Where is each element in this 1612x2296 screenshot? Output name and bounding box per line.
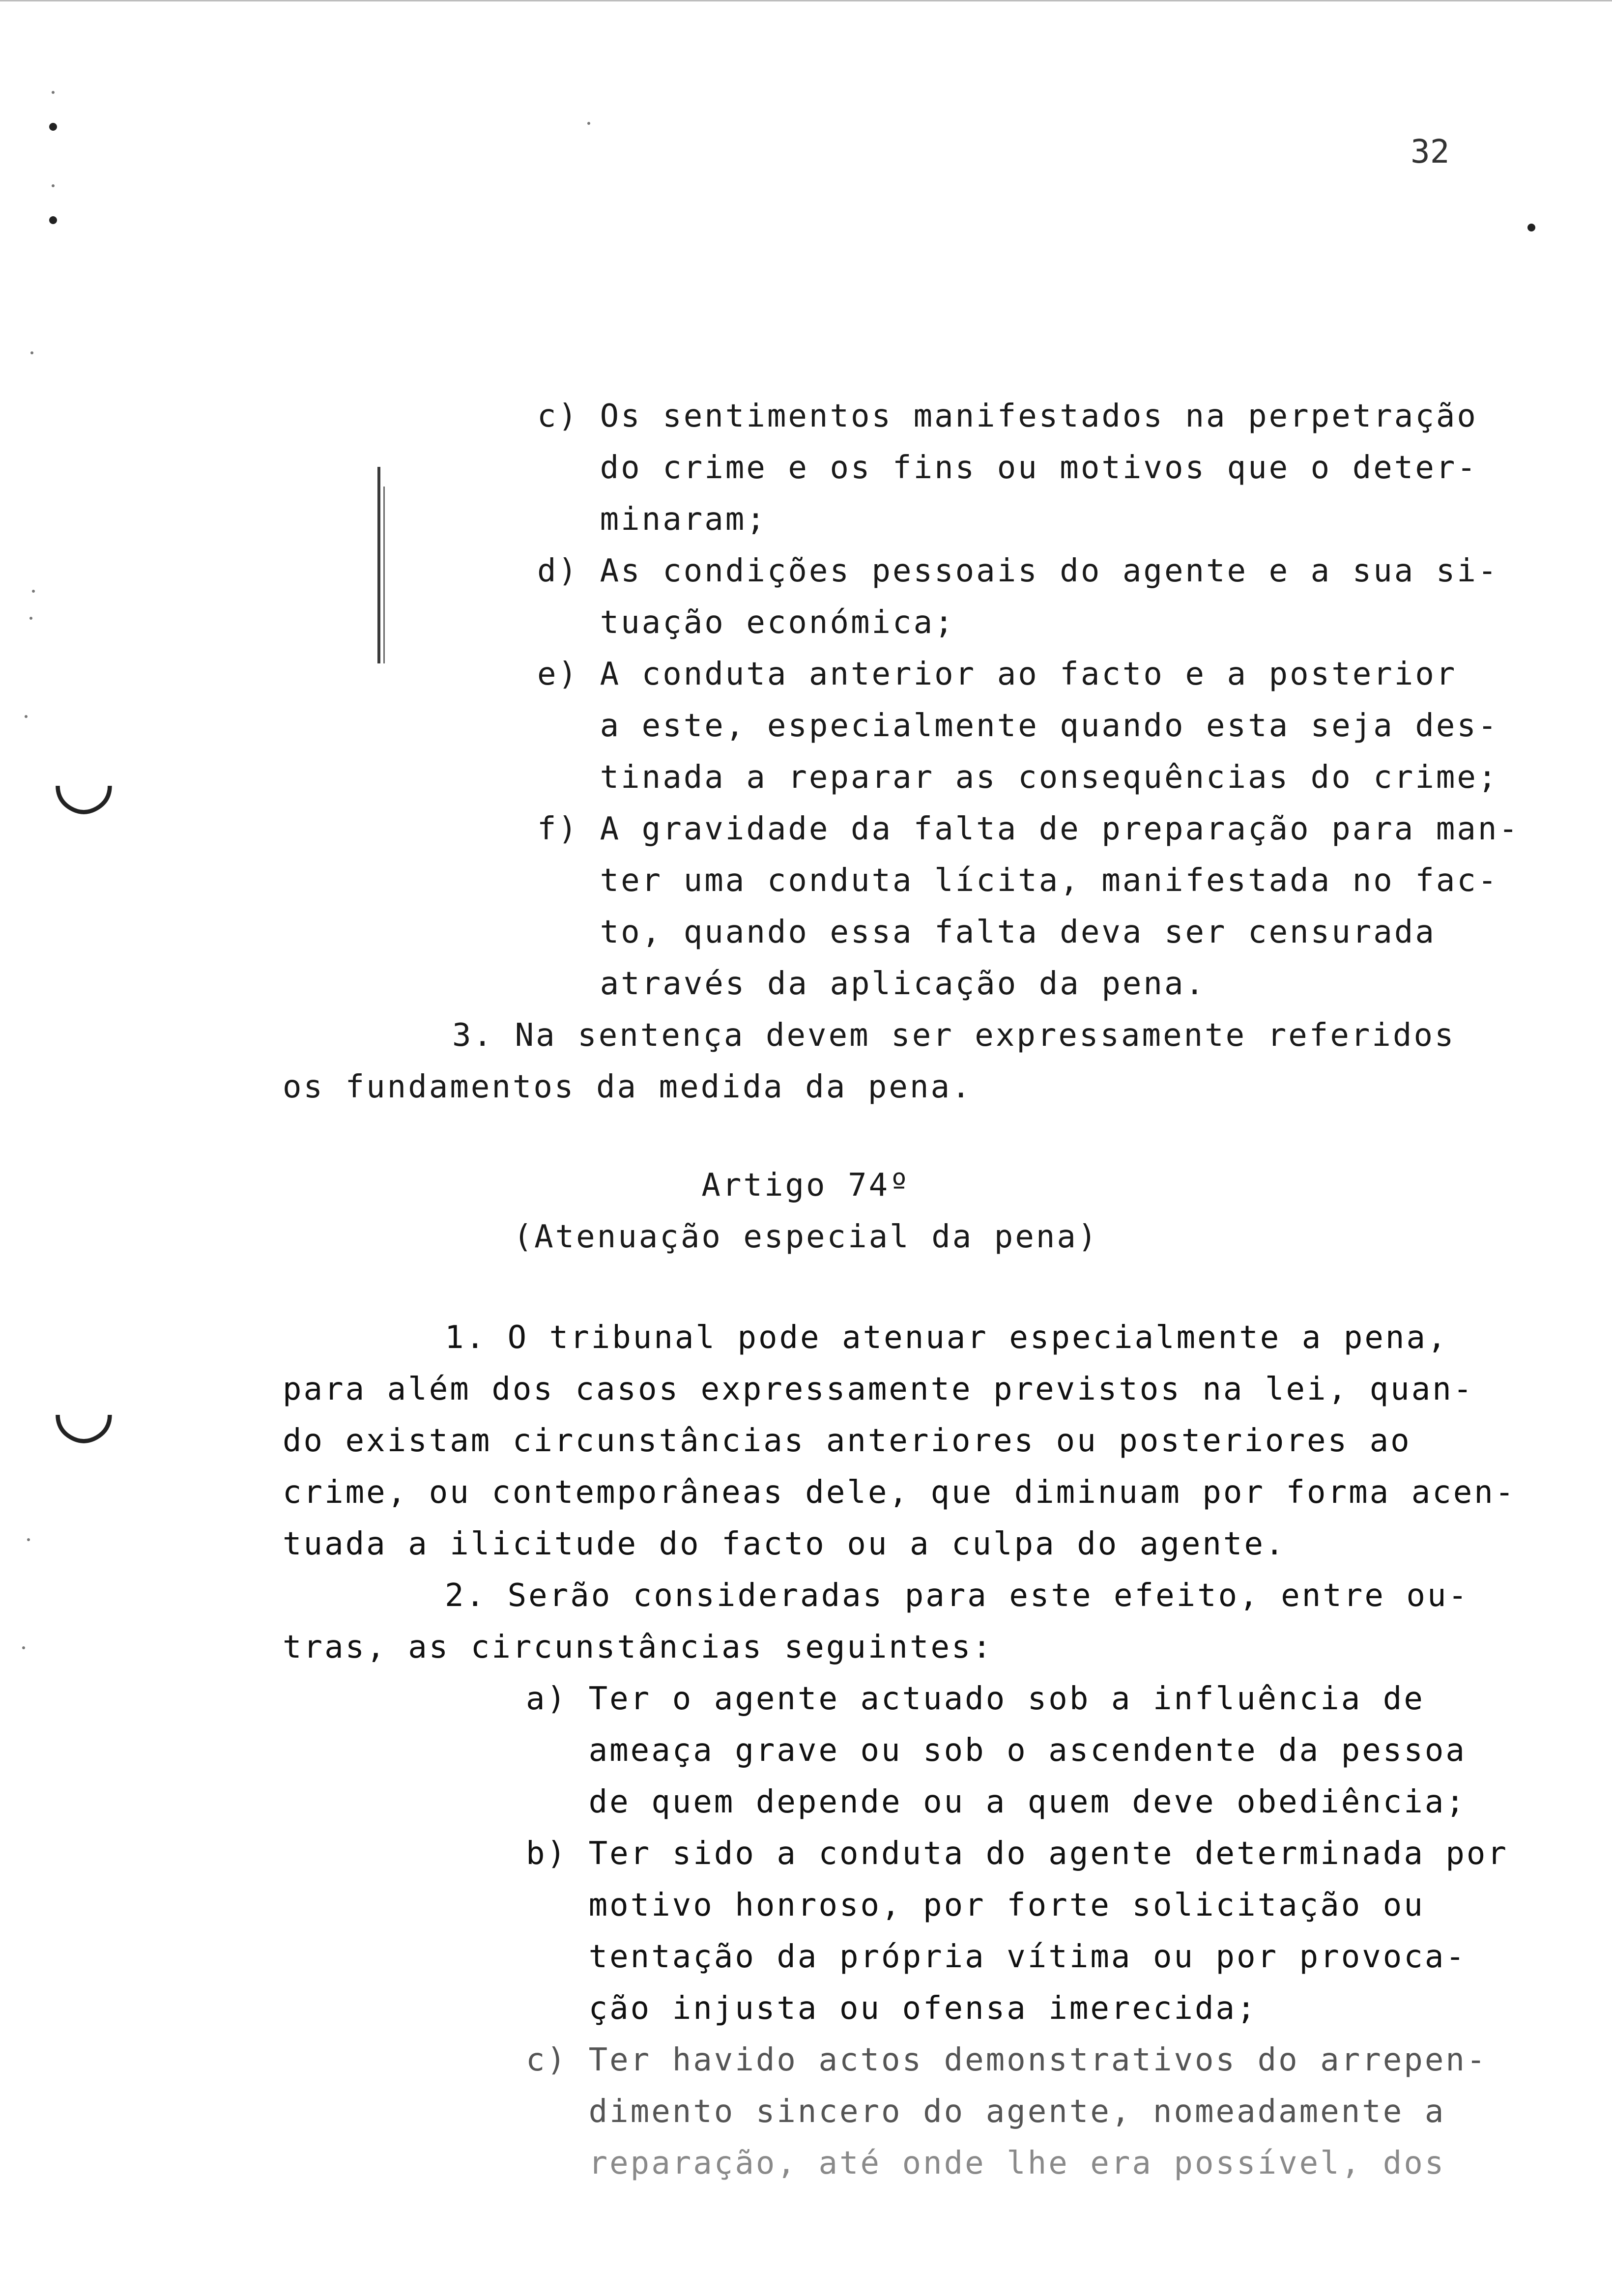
text-line-e-2: a este, especialmente quando esta seja des- [537,708,1499,744]
text-line-para3-2: os fundamentos da medida da pena. [283,1069,973,1105]
scan-speck [32,590,35,593]
text-line-c-1: c) Os sentimentos manifestados na perpetração [537,398,1478,434]
text-line-d-2: tuação económica; [537,604,955,641]
margin-hole-mark: ◡ [52,1366,116,1452]
scan-speck [30,351,33,354]
margin-dot [49,123,57,131]
text-line-b-4: ção injusta ou ofensa imerecida; [526,1990,1258,2027]
text-line-f-1: f) A gravidade da falta de preparação para man- [537,811,1520,847]
text-line-c-2: do crime e os fins ou motivos que o deter- [537,450,1478,486]
margin-hole-mark: ◡ [52,737,116,823]
text-line-f-4: através da aplicação da pena. [537,966,1206,1002]
text-line-b-1: b) Ter sido a conduta do agente determinada por [526,1836,1508,1872]
text-line-c-3: minaram; [537,501,767,538]
scan-speck [25,715,28,718]
scan-speck [587,122,590,125]
margin-vertical-mark-secondary [383,487,385,663]
text-line-e-3: tinada a reparar as consequências do crime; [537,759,1499,796]
scan-speck [29,617,32,620]
text-line-item-c-1: c) Ter havido actos demonstrativos do arrepen- [526,2042,1488,2078]
page-number: 32 [1410,133,1450,171]
top-edge-line [0,0,1612,1]
text-line-b-2: motivo honroso, por forte solicitação ou [526,1887,1425,1923]
article-title: Artigo 74º [701,1167,911,1204]
text-line-para2-1: 2. Serão consideradas para este efeito, entre ou- [445,1578,1469,1614]
text-line-para1-4: crime, ou contemporâneas dele, que diminuam por forma acen- [283,1474,1516,1511]
text-line-a-3: de quem depende ou a quem deve obediência; [526,1784,1467,1820]
text-line-a-2: ameaça grave ou sob o ascendente da pessoa [526,1732,1467,1769]
text-line-para1-1: 1. O tribunal pode atenuar especialmente a pena, [445,1320,1448,1356]
article-subtitle: (Atenuação especial da pena) [513,1219,1099,1255]
margin-dot [1527,224,1535,231]
text-line-b-3: tentação da própria vítima ou por provoca- [526,1939,1467,1975]
margin-vertical-mark [377,467,380,663]
margin-dot [49,216,57,224]
text-line-para2-2: tras, as circunstâncias seguintes: [283,1629,994,1665]
text-line-item-c-3: reparação, até onde lhe era possível, dos [526,2145,1446,2181]
scan-speck [52,184,55,187]
text-line-para1-3: do existam circunstâncias anteriores ou posteriores ao [283,1423,1411,1459]
text-line-f-2: ter uma conduta lícita, manifestada no fac- [537,862,1499,899]
scan-speck [22,1646,25,1649]
text-line-para1-5: tuada a ilicitude do facto ou a culpa do agente. [283,1526,1286,1562]
text-line-d-1: d) As condições pessoais do agente e a sua si- [537,553,1499,589]
text-line-para1-2: para além dos casos expressamente previstos na lei, quan- [283,1371,1474,1407]
text-line-a-1: a) Ter o agente actuado sob a influência de [526,1681,1425,1717]
text-line-e-1: e) A conduta anterior ao facto e a posterior [537,656,1457,692]
scan-speck [52,91,55,94]
scan-speck [27,1538,30,1541]
text-line-para3-1: 3. Na sentença devem ser expressamente referidos [452,1017,1456,1054]
text-line-f-3: to, quando essa falta deva ser censurada [537,914,1436,950]
text-line-item-c-2: dimento sincero do agente, nomeadamente a [526,2094,1446,2130]
